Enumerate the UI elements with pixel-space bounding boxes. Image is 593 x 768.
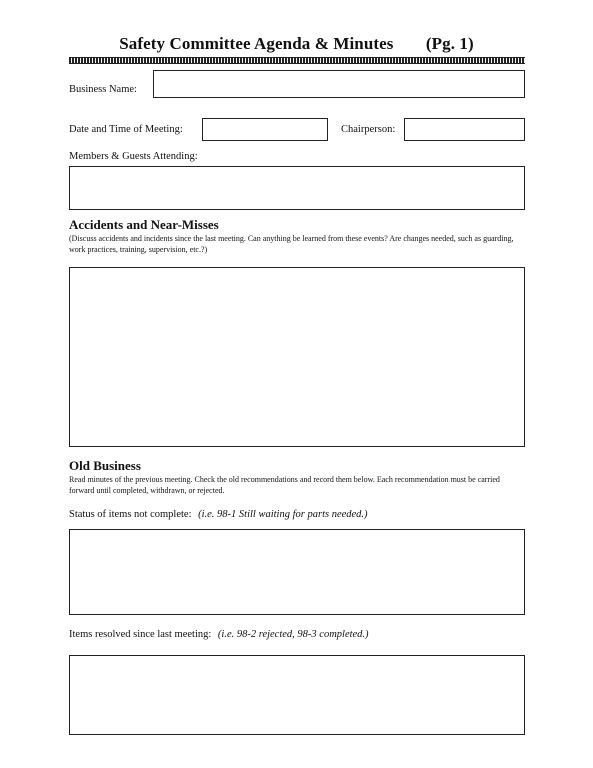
status-example: (i.e. 98-1 Still waiting for parts needed.) [198,509,368,520]
title-divider [69,57,525,64]
business-name-label: Business Name: [69,84,137,95]
old-business-heading: Old Business [69,458,141,473]
accidents-heading: Accidents and Near-Misses [69,217,219,232]
chairperson-field[interactable] [404,118,525,141]
business-name-field[interactable] [153,70,525,98]
date-time-label: Date and Time of Meeting: [69,124,183,135]
accidents-field[interactable] [69,267,525,447]
page-title [0,34,593,54]
accidents-description: (Discuss accidents and incidents since the last meeting. Can anything be learned from these events? Are changes needed, such as guarding, work practices, training, supervision, etc.?) [69,234,514,254]
members-field[interactable] [69,166,525,210]
resolved-label: Items resolved since last meeting: [69,629,212,640]
resolved-example: (i.e. 98-2 rejected, 98-3 completed.) [217,629,369,640]
title-text: Safety Committee Agenda & Minutes [119,34,394,53]
status-label: Status of items not complete: [69,509,192,520]
status-field[interactable] [69,529,525,615]
old-business-description: Read minutes of the previous meeting. Check the old recommendations and record them below. Each recommendation must be carried forward until completed, withdrawn, or rejected. [69,475,500,495]
resolved-field[interactable] [69,655,525,735]
page-number: (Pg. 1) [425,34,474,53]
resolved-label-row [69,629,369,640]
status-label-row [69,509,368,520]
members-label: Members & Guests Attending: [69,151,198,162]
chairperson-label: Chairperson: [341,124,396,135]
date-time-field[interactable] [202,118,328,141]
